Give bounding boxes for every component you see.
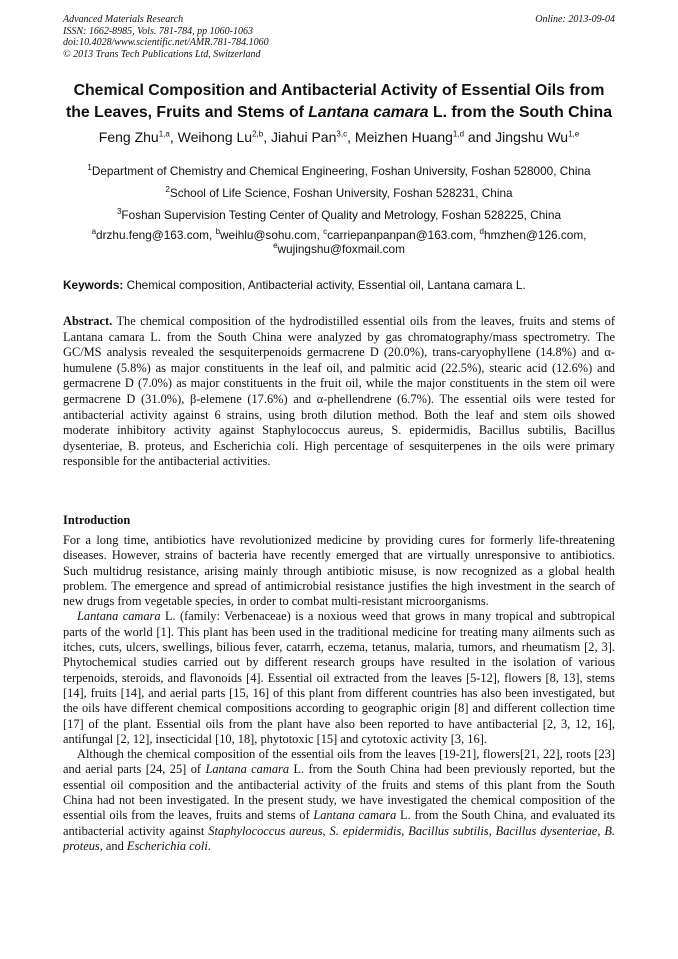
bacteria-name: Bacillus dysenteriae [495,823,598,838]
title-line-2 [40,102,638,124]
email-address: carriepanpanpan@163.com [327,228,473,242]
list-sep: , [597,823,605,838]
email-line-2 [30,242,648,256]
author-sep: and [464,129,496,145]
species-name: Lantana camara [77,609,161,624]
author-name: Meizhen Huang [354,129,453,145]
affiliation-num: 1 [87,163,92,173]
paragraph-text: L. from the South China, and evaluated its antibacterial activity against [63,808,615,838]
email-sep: , [472,228,480,242]
author-name: Feng Zhu [98,129,159,145]
author-name: Jingshu Wu [495,129,569,145]
list-sep: , [488,823,496,838]
copyright-line: © 2013 Trans Tech Publications Ltd, Switzerland [63,48,261,60]
species-name: Lantana camara [205,762,290,777]
species-name: Lantana camara [313,808,397,823]
intro-paragraph-2 [63,609,615,747]
email-address: weihlu@sohu.com [220,228,317,242]
list-sep: , [322,823,330,838]
author-sup: 1,e [568,129,580,139]
author-name: Jiahui Pan [271,129,337,145]
email-address: drzhu.feng@163.com [96,228,209,242]
author-list [30,127,648,147]
email-sup: b [215,227,221,237]
title-line-2-pre: the Leaves, Fruits and Stems of [65,104,309,121]
email-sep: , [209,228,216,242]
keywords-label: Keywords: [63,278,124,292]
doi-line: doi:10.4028/www.scientific.net/AMR.781-784.1060 [63,37,269,48]
paragraph-text: L. (family: Verbenaceae) is a noxious weed that grows in many tropical and subtropical parts of the world [1]. This plant has been used in the traditional medicine for treating many ailments such as itches, cuts, ulcers, swellings, bilious fever, catarrh, eczema, tetanus, malaria, tumors, and rheumatism [2, 3]. Phytochemical studies carried out by different research groups have resulted in the isolation of various terpenoids, steroids, and flavonoids [4]. Essential oil extracted from the leaves [5-12], flowers [8, 13], stems [14], fruits [14], and aerial parts [15, 16] of this plant from different countries has also been investigated, but the oils have different chemical compositions according to geographic origin [8] and different collection time [17] of the plant. Essential oils from the plant have also been reported to have antibacterial [2, 3, 12, 16], antifungal [2, 12], insecticidal [10, 18], phytotoxic [15] and cytotoxic activity [3, 16]. [63,609,616,746]
abstract [63,314,615,470]
author-sup: 1,a [158,129,170,139]
affiliation-num: 2 [165,185,170,195]
title-species: Lantana camara [308,104,429,121]
sentence-end: . [207,838,211,853]
bacteria-name: S. epidermidis [329,823,402,838]
author-sep: , [169,129,178,145]
paragraph-text: L. from the South China had been previously reported, but the essential oil composition and the antibacterial activity of the fruits and stems of this plant from the South China had not been investigated. In the present study, we have investigated the chemical composition of the essential oils from the leaves, fruits and stems of [63,762,615,823]
section-heading-introduction: Introduction [63,513,131,527]
affiliation-2 [30,185,648,201]
title-line-2-post: L. from the South China [428,104,612,121]
abstract-text: The chemical composition of the hydrodistilled essential oils from the leaves, fruits and stems of Lantana camara L. from the South China were analyzed by gas chromatography/mass spectrometry. The GC/MS analysis revealed the sesquiterpenoids germacrene D (20.0%), trans-caryophyllene (14.8%) and α-humulene (5.8%) as major constituents in the leaf oil, and palmitic acid (22.5%), stearic acid (12.6%) and germacrene D (7.0%) as major constituents in the fruit oil, while the major constituents in the stem oil were germacrene D (31.0%), β-elemene (17.6%) and α-phellendrene (6.7%). The essential oils were tested for antibacterial activity against 6 strains, using broth dilution method. Both the leaf and stem oils showed moderate inhibitory activity against Staphylococcus aureus, S. epidermidis, Bacillus subtilis, Bacillus dysenteriae, B. proteus, and Escherichia coli. High percentage of sesquiterpenes in the oils were primary responsible for the antibacterial activities. [63,314,615,469]
keywords [63,278,615,293]
email-sup: d [479,227,484,237]
affiliation-num: 3 [116,207,122,217]
affiliation-3 [30,207,648,223]
author-emails [30,228,648,256]
author-sup: 1,d [452,129,465,139]
bacteria-name: Escherichia coli [126,838,208,853]
keywords-text: Chemical composition, Antibacterial activity, Essential oil, Lantana camara L. [123,278,526,292]
affiliation-text: School of Life Science, Foshan University, Foshan 528231, China [169,186,513,200]
email-sup: a [91,227,97,237]
journal-header [63,14,615,60]
abstract-label: Abstract. [63,314,113,328]
email-sep: , [316,228,324,242]
affiliation-text: Foshan Supervision Testing Center of Quality and Metrology, Foshan 528225, China [121,208,562,222]
author-sup: 3,c [336,129,348,139]
list-sep: , [401,823,409,838]
email-sup: e [273,241,278,251]
email-sep: , [583,228,587,242]
bacteria-name: Bacillus subtilis [408,823,489,838]
author-name: Weihong Lu [177,129,253,145]
intro-paragraph-3 [63,747,615,854]
issn-line: ISSN: 1662-8985, Vols. 781-784, pp 1060-1063 [63,25,253,37]
journal-name: Advanced Materials Research [63,14,184,25]
affiliation-text: Department of Chemistry and Chemical Engineering, Foshan University, Foshan 528000, China [91,164,591,178]
bacteria-name: Staphylococcus aureus [208,823,323,838]
email-sup: c [323,227,328,237]
intro-paragraph-1: For a long time, antibiotics have revolutionized medicine by providing cures for formerly life-threatening diseases. However, strains of bacteria have recently emerged that are virtually unresponsive to antibiotics. Such multidrug resistance, arising mainly through antibiotic misuse, is now recognized as a global health problem. The emergence and spread of antimicrobial resistance justifies the high investment in the search of new drugs from vegetable species, in order to combat multi-resistant microorganisms. [63,533,615,609]
bacteria-name: B. proteus [63,823,616,853]
paper-title [40,80,638,124]
affiliation-1 [30,163,648,179]
email-line-1 [30,228,648,242]
author-sup: 2,b [252,129,264,139]
online-date: Online: 2013-09-04 [535,14,615,25]
paragraph-text: Although the chemical composition of the essential oils from the leaves [19-21], flowers[21, 22], roots [23] and aerial parts [24, 25] of [63,747,615,777]
author-sep: , [347,129,355,145]
list-sep: , and [99,838,127,853]
email-address: wujingshu@foxmail.com [277,242,405,256]
author-sep: , [263,129,271,145]
email-address: hmzhen@126.com [483,228,584,242]
introduction-body [63,533,615,854]
title-line-1: Chemical Composition and Antibacterial Activity of Essential Oils from [73,82,605,99]
